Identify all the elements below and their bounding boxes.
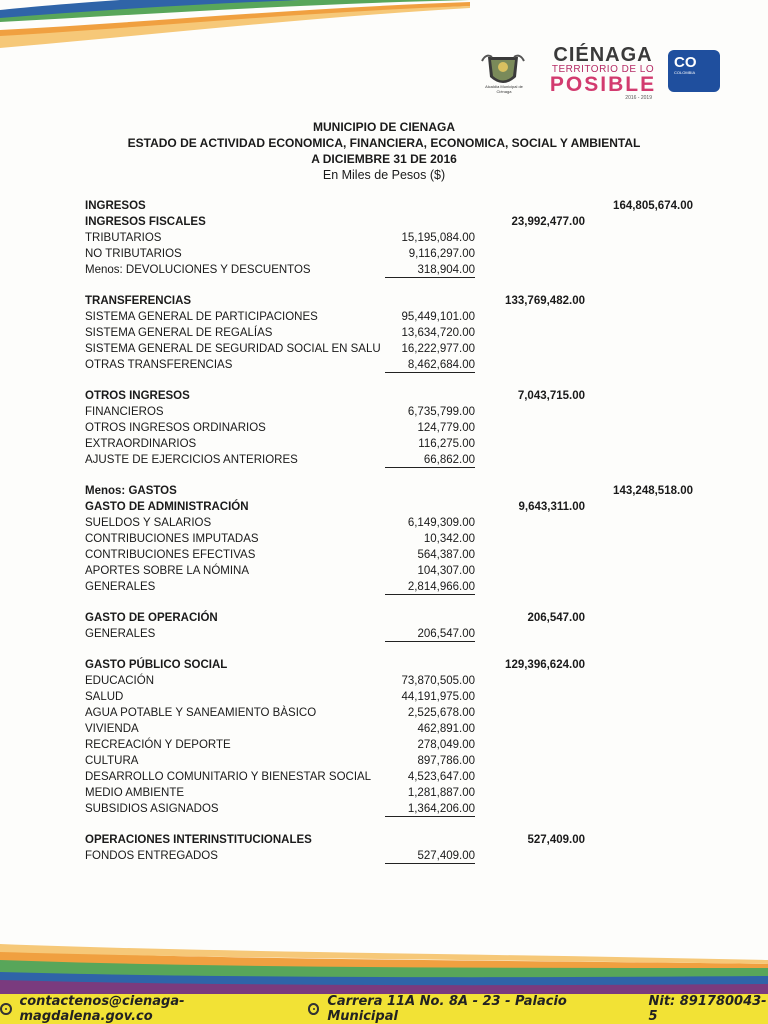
item-amount: 8,462,684.00 <box>385 357 475 373</box>
item-amount: 6,149,309.00 <box>407 517 475 529</box>
brand-line-3: POSIBLE <box>549 73 657 96</box>
location-icon <box>308 1003 320 1015</box>
row-label: MEDIO AMBIENTE <box>85 787 185 799</box>
line-item-row <box>85 515 705 531</box>
row-label: FONDOS ENTREGADOS <box>85 850 218 862</box>
row-label: OTROS INGRESOS ORDINARIOS <box>85 422 266 434</box>
item-amount: 6,735,799.00 <box>407 406 475 418</box>
subtotal-amount: 7,043,715.00 <box>517 390 585 402</box>
item-amount: 318,904.00 <box>385 262 475 278</box>
row-label: INGRESOS FISCALES <box>85 216 206 228</box>
row-label: SUBSIDIOS ASIGNADOS <box>85 803 219 815</box>
row-label: SISTEMA GENERAL DE PARTICIPACIONES <box>85 311 318 323</box>
line-item-row <box>85 689 705 705</box>
section-row <box>85 214 705 230</box>
footer-address: Carrera 11A No. 8A - 23 - Palacio Municipal <box>327 994 567 1024</box>
item-amount: 66,862.00 <box>385 452 475 468</box>
item-amount: 10,342.00 <box>423 533 475 545</box>
line-item-row <box>85 246 705 262</box>
subtotal-amount: 23,992,477.00 <box>511 216 585 228</box>
subtotal-amount: 129,396,624.00 <box>505 659 585 671</box>
row-label: GASTO DE OPERACIÓN <box>85 612 218 624</box>
subtotal-amount: 527,409.00 <box>527 834 585 846</box>
row-label: GENERALES <box>85 581 156 593</box>
total-amount: 143,248,518.00 <box>613 485 693 497</box>
row-label: CULTURA <box>85 755 139 767</box>
line-item-row <box>85 452 705 468</box>
item-amount: 9,116,297.00 <box>408 248 475 260</box>
item-amount: 95,449,101.00 <box>401 311 475 323</box>
item-amount: 1,364,206.00 <box>385 801 475 817</box>
subtotal-amount: 9,643,311.00 <box>518 501 585 513</box>
footer-bar <box>0 994 768 1024</box>
header-logos <box>478 45 728 100</box>
brand-logo <box>548 45 658 100</box>
item-amount: 2,814,966.00 <box>385 579 475 595</box>
row-label: EXTRAORDINARIOS <box>85 438 197 450</box>
row-label: SISTEMA GENERAL DE REGALÍAS <box>85 327 273 339</box>
line-item-row <box>85 785 705 801</box>
row-label: OTROS INGRESOS <box>85 390 190 402</box>
row-label: AJUSTE DE EJERCICIOS ANTERIORES <box>85 454 298 466</box>
section-row <box>85 832 705 848</box>
section-row <box>85 198 705 214</box>
item-amount: 206,547.00 <box>385 626 475 642</box>
line-item-row <box>85 325 705 341</box>
item-amount: 16,222,977.00 <box>401 343 475 355</box>
line-item-row <box>85 753 705 769</box>
line-item-row <box>85 579 705 595</box>
item-amount: 104,307.00 <box>417 565 475 577</box>
row-label: GASTO PÚBLICO SOCIAL <box>85 659 228 671</box>
section-row <box>85 388 705 404</box>
brand-line-2: TERRITORIO DE LO <box>551 64 655 75</box>
footer-nit: Nit: 891780043-5 <box>648 994 767 1024</box>
bottom-decorative-band <box>0 938 768 1000</box>
row-label: Menos: DEVOLUCIONES Y DESCUENTOS <box>85 264 311 276</box>
row-label: NO TRIBUTARIOS <box>85 248 182 260</box>
line-item-row <box>85 769 705 785</box>
row-label: INGRESOS <box>85 200 146 212</box>
total-amount: 164,805,674.00 <box>613 200 693 212</box>
header-line-2: ESTADO DE ACTIVIDAD ECONOMICA, FINANCIERA, ECONOMICA, SOCIAL Y AMBIENTAL <box>127 136 641 150</box>
brand-years: 2016 - 2019 <box>625 95 652 101</box>
row-label: OPERACIONES INTERINSTITUCIONALES <box>85 834 312 846</box>
line-item-row <box>85 737 705 753</box>
item-amount: 1,281,887.00 <box>407 787 475 799</box>
item-amount: 278,049.00 <box>417 739 475 751</box>
item-amount: 462,891.00 <box>417 723 475 735</box>
row-label: FINANCIEROS <box>85 406 164 418</box>
row-label: AGUA POTABLE Y SANEAMIENTO BÀSICO <box>85 707 317 719</box>
subtotal-amount: 133,769,482.00 <box>505 295 585 307</box>
line-item-row <box>85 626 705 642</box>
co-sub: COLOMBIA <box>674 70 696 75</box>
line-item-row <box>85 309 705 325</box>
co-label: CO <box>674 54 697 71</box>
row-label: OTRAS TRANSFERENCIAS <box>85 359 233 371</box>
line-item-row <box>85 801 705 817</box>
row-label: GENERALES <box>85 628 156 640</box>
line-item-row <box>85 705 705 721</box>
line-item-row <box>85 341 705 357</box>
section-row <box>85 610 705 626</box>
row-label: DESARROLLO COMUNITARIO Y BIENESTAR SOCIAL <box>85 771 372 783</box>
brand-line-1: CIÉNAGA <box>553 44 653 66</box>
header-line-1: MUNICIPIO DE CIENAGA <box>312 120 455 134</box>
email-icon <box>0 1003 12 1015</box>
line-item-row <box>85 420 705 436</box>
item-amount: 116,275.00 <box>418 438 475 450</box>
row-label: SUELDOS Y SALARIOS <box>85 517 212 529</box>
row-label: VIVIENDA <box>85 723 139 735</box>
section-row <box>85 483 705 499</box>
line-item-row <box>85 404 705 420</box>
line-item-row <box>85 673 705 689</box>
crest-caption: Alcaldía Municipal de Ciénaga <box>485 84 523 94</box>
line-item-row <box>85 357 705 373</box>
line-item-row <box>85 230 705 246</box>
item-amount: 527,409.00 <box>385 848 475 864</box>
line-item-row <box>85 563 705 579</box>
section-row <box>85 293 705 309</box>
item-amount: 44,191,975.00 <box>401 691 475 703</box>
line-item-row <box>85 262 705 278</box>
row-label: GASTO DE ADMINISTRACIÓN <box>85 501 249 513</box>
line-item-row <box>85 547 705 563</box>
item-amount: 2,525,678.00 <box>407 707 475 719</box>
document-header <box>0 119 768 183</box>
colombia-logo <box>668 50 720 92</box>
item-amount: 897,786.00 <box>417 755 475 767</box>
section-row <box>85 657 705 673</box>
item-amount: 13,634,720.00 <box>401 327 475 339</box>
row-label: EDUCACIÓN <box>85 675 155 687</box>
row-label: CONTRIBUCIONES EFECTIVAS <box>85 549 256 561</box>
row-label: TRANSFERENCIAS <box>85 295 192 307</box>
item-amount: 15,195,084.00 <box>401 232 475 244</box>
row-label: Menos: GASTOS <box>85 485 177 497</box>
line-item-row <box>85 848 705 864</box>
header-line-3: A DICIEMBRE 31 DE 2016 <box>311 152 457 166</box>
row-label: TRIBUTARIOS <box>85 232 162 244</box>
line-item-row <box>85 436 705 452</box>
line-item-row <box>85 531 705 547</box>
row-label: SISTEMA GENERAL DE SEGURIDAD SOCIAL EN SALU <box>85 343 381 355</box>
subtotal-amount: 206,547.00 <box>527 612 585 624</box>
item-amount: 564,387.00 <box>417 549 475 561</box>
line-item-row <box>85 721 705 737</box>
row-label: CONTRIBUCIONES IMPUTADAS <box>85 533 259 545</box>
item-amount: 4,523,647.00 <box>407 771 475 783</box>
section-row <box>85 499 705 515</box>
row-label: RECREACIÓN Y DEPORTE <box>85 739 231 751</box>
footer-email[interactable]: contactenos@cienaga-magdalena.gov.co <box>19 994 185 1024</box>
item-amount: 124,779.00 <box>417 422 475 434</box>
header-line-4: En Miles de Pesos ($) <box>322 168 446 182</box>
top-decorative-band <box>0 0 768 50</box>
item-amount: 73,870,505.00 <box>401 675 475 687</box>
row-label: SALUD <box>85 691 124 703</box>
row-label: APORTES SOBRE LA NÓMINA <box>85 565 250 577</box>
